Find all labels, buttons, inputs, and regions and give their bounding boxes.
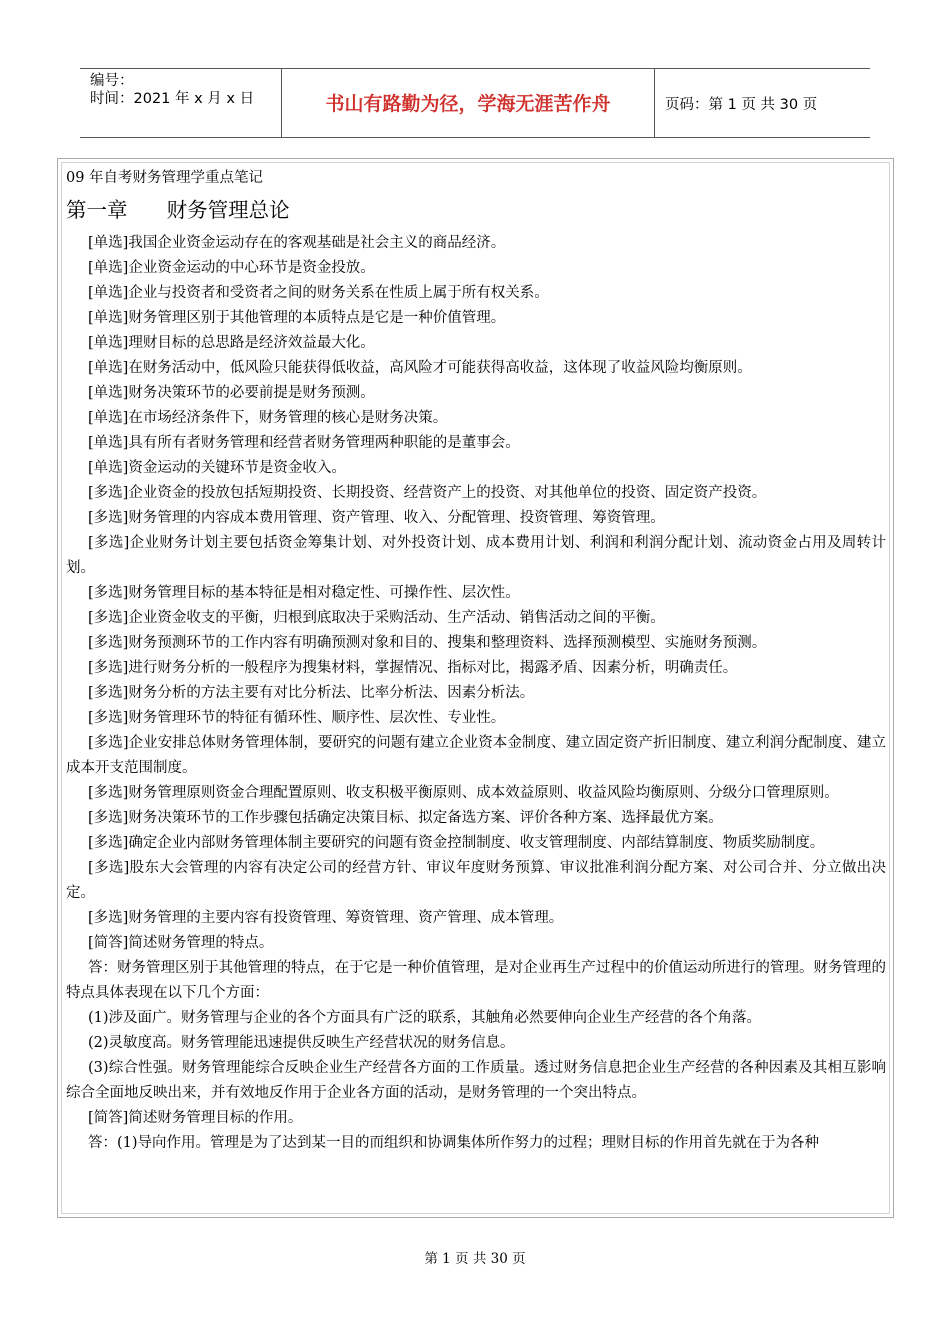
paragraph: (3)综合性强。财务管理能综合反映企业生产经营各方面的工作质量。透过财务信息把企业生产经营的各种因素及其相互影响综合全面地反映出来，并有效地反作用于企业各方面的活动，是财务管理的一个突出特点。 [66,1060,886,1101]
paragraph: (2)灵敏度高。财务管理能迅速提供反映生产经营状况的财务信息。 [88,1035,515,1051]
paragraph: 答：(1)导向作用。管理是为了达到某一目的而组织和协调集体所作努力的过程；理财目标的作用首先就在于为各种 [88,1135,820,1151]
paragraph: [多选]企业财务计划主要包括资金筹集计划、对外投资计划、成本费用计划、利润和利润分配计划、流动资金占用及周转计划。 [66,535,886,576]
paragraph: [单选]理财目标的总思路是经济效益最大化。 [88,335,375,351]
paragraph: [单选]在市场经济条件下，财务管理的核心是财务决策。 [88,410,448,426]
paragraph: [单选]资金运动的关键环节是资金收入。 [88,460,346,476]
paragraph: [多选]企业资金收支的平衡，归根到底取决于采购活动、生产活动、销售活动之间的平衡。 [88,610,665,626]
paragraph: [多选]财务管理的主要内容有投资管理、筹资管理、资产管理、成本管理。 [88,910,564,926]
paragraph: (1)涉及面广。财务管理与企业的各个方面具有广泛的联系，其触角必然要伸向企业生产经营的各个角落。 [88,1010,762,1026]
chapter-heading: 第一章 财务管理总论 [66,198,290,222]
document-body [66,166,886,1156]
page-footer: 第 1 页 共 30 页 [424,1251,526,1267]
paragraph: [多选]财务分析的方法主要有对比分析法、比率分析法、因素分析法。 [88,685,535,701]
header-divider [281,69,282,137]
serial-label: 编号： [90,73,134,89]
paragraph: [多选]财务管理的内容成本费用管理、资产管理、收入、分配管理、投资管理、筹资管理。 [88,510,665,526]
paragraph: [简答]简述财务管理的特点。 [88,935,274,951]
paragraph: [多选]财务管理目标的基本特征是相对稳定性、可操作性、层次性。 [88,585,520,601]
paragraph: [单选]在财务活动中，低风险只能获得低收益，高风险才可能获得高收益，这体现了收益风险均衡原则。 [88,360,752,376]
document-title: 09 年自考财务管理学重点笔记 [66,170,264,186]
paragraph: [多选]财务管理原则资金合理配置原则、收支积极平衡原则、成本效益原则、收益风险均衡原则、分级分口管理原则。 [88,785,839,801]
paragraph: [多选]企业资金的投放包括短期投资、长期投资、经营资产上的投资、对其他单位的投资、固定资产投资。 [88,485,767,501]
paragraph: [多选]企业安排总体财务管理体制，要研究的问题有建立企业资本金制度、建立固定资产折旧制度、建立利润分配制度、建立成本开支范围制度。 [66,735,886,776]
time-label: 时间：2021 年 x 月 x 日 [90,91,255,107]
paragraph: [单选]财务管理区别于其他管理的本质特点是它是一种价值管理。 [88,310,506,326]
paragraph: [多选]进行财务分析的一般程序为搜集材料，掌握情况、指标对比，揭露矛盾、因素分析，明确责任。 [88,660,738,676]
header-divider [654,69,655,137]
paragraph: [单选]企业资金运动的中心环节是资金投放。 [88,260,375,276]
header-meta [90,72,280,108]
header-table [80,68,870,138]
paragraph: [多选]财务预测环节的工作内容有明确预测对象和目的、搜集和整理资料、选择预测模型、实施财务预测。 [88,635,767,651]
paragraph: [多选]确定企业内部财务管理体制主要研究的问题有资金控制制度、收支管理制度、内部结算制度、物质奖励制度。 [88,835,825,851]
paragraph: [单选]企业与投资者和受资者之间的财务关系在性质上属于所有权关系。 [88,285,549,301]
paragraph-list [66,231,886,1156]
header-motto: 书山有路勤为径，学海无涯苦作舟 [325,93,611,115]
paragraph: [多选]财务管理环节的特征有循环性、顺序性、层次性、专业性。 [88,710,506,726]
paragraph: [多选]股东大会管理的内容有决定公司的经营方针、审议年度财务预算、审议批准利润分配方案、对公司合并、分立做出决定。 [66,860,886,901]
paragraph: [简答]简述财务管理目标的作用。 [88,1110,303,1126]
header-page-info: 页码：第 1 页 共 30 页 [665,97,818,113]
paragraph: [单选]财务决策环节的必要前提是财务预测。 [88,385,375,401]
paragraph: [单选]我国企业资金运动存在的客观基础是社会主义的商品经济。 [88,235,506,251]
paragraph: 答：财务管理区别于其他管理的特点，在于它是一种价值管理，是对企业再生产过程中的价值运动所进行的管理。财务管理的特点具体表现在以下几个方面： [66,960,886,1001]
paragraph: [单选]具有所有者财务管理和经营者财务管理两种职能的是董事会。 [88,435,520,451]
paragraph: [多选]财务决策环节的工作步骤包括确定决策目标、拟定备选方案、评价各种方案、选择最优方案。 [88,810,723,826]
